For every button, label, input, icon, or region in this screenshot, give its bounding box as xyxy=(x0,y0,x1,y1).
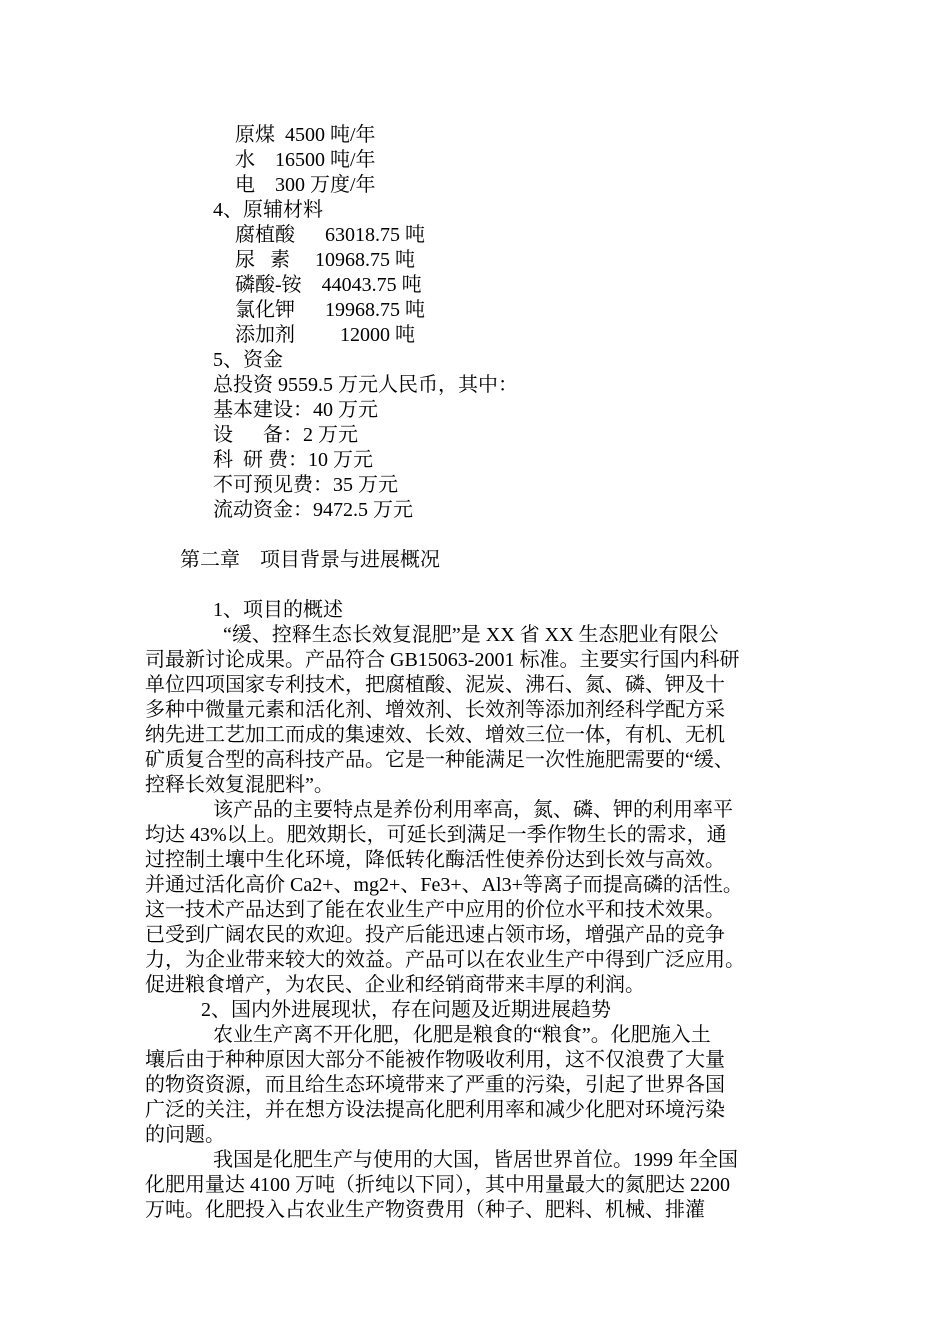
resource-line: 水 16500 吨/年 xyxy=(235,149,376,171)
resource-line: 电 300 万度/年 xyxy=(235,174,376,196)
material-line: 氯化钾 19968.75 吨 xyxy=(235,299,425,321)
paragraph-line: 农业生产离不开化肥，化肥是粮食的“粮食”。化肥施入土 xyxy=(213,1024,711,1046)
funds-line: 基本建设：40 万元 xyxy=(213,399,378,421)
paragraph-line: 化肥用量达 4100 万吨（折纯以下同），其中用量最大的氮肥达 2200 xyxy=(145,1174,730,1196)
paragraph-line: 力，为企业带来较大的效益。产品可以在农业生产中得到广泛应用。 xyxy=(145,949,745,971)
paragraph-line: “缓、控释生态长效复混肥”是 XX 省 XX 生态肥业有限公 xyxy=(223,624,719,646)
paragraph-line: 我国是化肥生产与使用的大国，皆居世界首位。1999 年全国 xyxy=(213,1149,738,1171)
chapter-title: 第二章 项目背景与进展概况 xyxy=(180,549,440,571)
funds-line: 设 备：2 万元 xyxy=(213,424,358,446)
resource-line: 原煤 4500 吨/年 xyxy=(235,124,376,146)
paragraph-line: 并通过活化高价 Ca2+、mg2+、Fe3+、Al3+等离子而提高磷的活性。 xyxy=(145,874,743,896)
paragraph-line: 单位四项国家专利技术，把腐植酸、泥炭、沸石、氮、磷、钾及十 xyxy=(145,674,725,696)
funds-line: 总投资 9559.5 万元人民币，其中： xyxy=(213,374,518,396)
paragraph-line: 的问题。 xyxy=(145,1124,225,1146)
funds-heading: 5、资金 xyxy=(213,349,283,371)
material-line: 磷酸-铵 44043.75 吨 xyxy=(235,274,422,296)
paragraph-line: 该产品的主要特点是养份利用率高，氮、磷、钾的利用率平 xyxy=(213,799,733,821)
paragraph-line: 多种中微量元素和活化剂、增效剂、长效剂等添加剂经科学配方采 xyxy=(145,699,725,721)
material-line: 添加剂 12000 吨 xyxy=(235,324,415,346)
funds-line: 科 研 费：10 万元 xyxy=(213,449,373,471)
paragraph-line: 这一技术产品达到了能在农业生产中应用的价位水平和技术效果。 xyxy=(145,899,725,921)
funds-line: 不可预见费：35 万元 xyxy=(213,474,398,496)
section2-heading: 2、国内外进展现状，存在问题及近期进展趋势 xyxy=(201,999,611,1021)
paragraph-line: 广泛的关注，并在想方设法提高化肥利用率和减少化肥对环境污染 xyxy=(145,1099,725,1121)
paragraph-line: 过控制土壤中生化环境，降低转化酶活性使养份达到长效与高效。 xyxy=(145,849,725,871)
funds-line: 流动资金：9472.5 万元 xyxy=(213,499,413,521)
paragraph-line: 控释长效复混肥料”。 xyxy=(145,774,334,796)
paragraph-line: 壤后由于种种原因大部分不能被作物吸收利用，这不仅浪费了大量 xyxy=(145,1049,725,1071)
paragraph-line: 纳先进工艺加工而成的集速效、长效、增效三位一体，有机、无机 xyxy=(145,724,725,746)
section1-heading: 1、项目的概述 xyxy=(213,599,343,621)
paragraph-line: 司最新讨论成果。产品符合 GB15063-2001 标准。主要实行国内科研 xyxy=(145,649,740,671)
paragraph-line: 的物资资源，而且给生态环境带来了严重的污染，引起了世界各国 xyxy=(145,1074,725,1096)
materials-heading: 4、原辅材料 xyxy=(213,199,323,221)
paragraph-line: 促进粮食增产，为农民、企业和经销商带来丰厚的利润。 xyxy=(145,974,645,996)
paragraph-line: 均达 43%以上。肥效期长，可延长到满足一季作物生长的需求，通 xyxy=(145,824,727,846)
paragraph-line: 已受到广阔农民的欢迎。投产后能迅速占领市场，增强产品的竞争 xyxy=(145,924,725,946)
paragraph-line: 矿质复合型的高科技产品。它是一种能满足一次性施肥需要的“缓、 xyxy=(145,749,734,771)
paragraph-line: 万吨。化肥投入占农业生产物资费用（种子、肥料、机械、排灌 xyxy=(145,1199,705,1221)
material-line: 尿 素 10968.75 吨 xyxy=(235,249,415,271)
material-line: 腐植酸 63018.75 吨 xyxy=(235,224,425,246)
